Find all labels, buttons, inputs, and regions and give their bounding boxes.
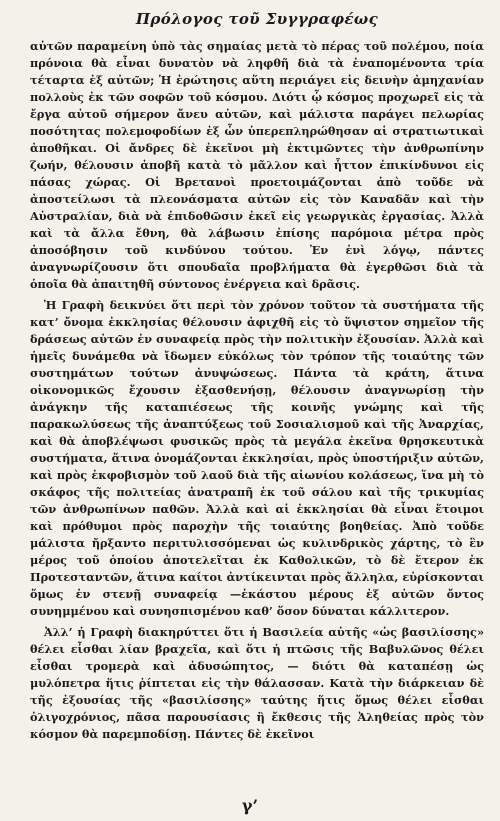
- paragraph-1: αὐτῶν παραμείνη ὑπὸ τὰς σημαίας μετὰ τὸ πέρας τοῦ πολέμου, ποία πρόνοια θὰ εἶναι δυνατὸν νὰ ληφθῆ διὰ τὰ ἐναπομένοντα τρία τέταρτα ἐξ αὐτῶν; Ἡ ἐρώτησις αὕτη περιάγει εἰς δεινὴν ἀμηχανίαν πολλοὺς ἐκ τῶν σοφῶν τοῦ κόσμου. Διότι ᾧ κόσμος προχωρεῖ εἰς τὰ ἔργα αὐτοῦ σήμερον ἄνευ αὐτῶν, καὶ μάλιστα παράγει πελωρίας ποσότητας πολεμοφοδίων ἐξ ὧν ὑπερεπληρώθησαν αἱ στρατιωτικαὶ ἀποθῆκαι. Οἱ ἄνδρες δὲ ἐκεῖνοι μὴ ἐκτιμῶντες τὴν ἀνθρωπίνην ζωήν, θέλουσιν ἀποβῆ κατὰ τὸ μᾶλλον καὶ ἧττον ἐπικίνδυνοι εἰς πάσας χώρας. Οἱ Βρετανοὶ προετοιμάζονται ἀπὸ τοῦδε νὰ ἀποστείλωσι τὰ πλεονάσματα αὐτῶν εἰς τὸν Καναδᾶν καὶ τὴν Αὐστραλίαν, διὰ νὰ ἐπιδοθῶσιν ἐκεῖ εἰς γεωργικὰς ἐργασίας. Ἀλλὰ καὶ τὰ ἄλλα ἔθνη, θὰ λάβωσιν ἐπίσης παρόμοια μέτρα πρὸς ἀποσόβησιν τοῦ κινδύνου τούτου. Ἐν ἑνὶ λόγῳ, πάντες ἀναγνωρίζουσιν ὅτι σπουδαῖα προβλήματα θὰ ἐγερθῶσι διὰ τὰ ὁποῖα θὰ ἀπαιτηθῆ σύντονος ἐνέργεια καὶ δρᾶσις.: [30, 39, 484, 291]
- paragraph-2: Ἡ Γραφὴ δεικνύει ὅτι περὶ τὸν χρόνον τοῦτον τὰ συστήματα τῆς κατ’ ὄνομα ἐκκλησίας θέλουσιν ἀφιχθῆ εἰς τὸ ὕψιστον σημεῖον τῆς δράσεως αὐτῶν ἐν συναφείᾳ πρὸς τὴν πολιτικὴν ἐξουσίαν. Ἀλλὰ καὶ ἡμεῖς δυνάμεθα νὰ ἴδωμεν εὐκόλως τὸν τρόπον τῆς τοιαύτης τῶν συστημάτων τούτων ἀνυψώσεως. Πάντα τὰ κράτη, ἅτινα οἰκονομικῶς ἔχουσιν ἐξασθενήσῃ, θέλουσιν ἀναγνωρίσῃ τὴν ἀνάγκην τῆς καταπιέσεως τῆς κοινῆς γνώμης καὶ τῆς παρακωλύσεως τῆς ἀναπτύξεως τοῦ Σοσιαλισμοῦ καὶ τῆς Ἀναρχίας, καὶ θὰ ἀποβλέψωσι φυσικῶς πρὸς τὰ μεγάλα ἐκεῖνα θρησκευτικὰ συστήματα, ἅτινα ὀνομάζονται ἐκκλησίαι, πρὸς ὑποστήριξιν αὐτῶν, καὶ πρὸς ἐκφοβισμὸν τοῦ λαοῦ διὰ τῆς αἰωνίου κολάσεως, ἵνα μὴ τὸ σκάφος τῆς πολιτείας ἀνατραπῆ ἐκ τοῦ σάλου καὶ τῆς τρικυμίας τῶν ἀνθρωπίνων παθῶν. Ἀλλὰ καὶ αἱ ἐκκλησίαι θὰ εἶναι ἕτοιμοι καὶ πρόθυμοι πρὸς παροχὴν τῆς τοιαύτης βοηθείας. Ἀπὸ τοῦδε μάλιστα ἤρξαντο περιτυλισσόμεναι ὡς κυλινδρικὸς χάρτης, τὸ ἓν μέρος τοῦ ὁποίου ἀποτελεῖται ἐκ Καθολικῶν, τὸ δὲ ἕτερον ἐκ Προτεσταντῶν, ἅτινα καίτοι ἀντίκεινται πρὸς ἄλληλα, εὑρίσκονται ὅμως ἐν στενῇ συναφείᾳ —ἑκάστου μέρους ἐξ αὐτῶν ὄντος συνημμένου καὶ συνησπισμένου καθ’ ὅσον δύναται κάλλιτερον.: [30, 298, 484, 618]
- page-title: Πρόλογος τοῦ Συγγραφέως: [135, 10, 379, 28]
- page-number: γ’: [241, 796, 259, 815]
- paragraph-3: Ἀλλ’ ἡ Γραφὴ διακηρύττει ὅτι ἡ Βασιλεία αὐτῆς «ὡς βασιλίσσης» θέλει εἶσθαι λίαν βραχεῖα, καὶ ὅτι ἡ πτῶσις τῆς Βαβυλῶνος θέλει εἶσθαι τρομερὰ καὶ ἀδυσώπητος, — διότι θὰ καταπέσῃ ὡς μυλόπετρα ἥτις ῥίπτεται εἰς τὴν θάλασσαν. Κατὰ τὴν διάρκειαν δὲ τῆς ἐξουσίας τῆς «βασιλίσσης» ταύτης ἥτις ὅμως θέλει εἶσθαι ὀλιγοχρόνιος, πᾶσα παρουσίασις ἢ ἔκθεσις τῆς Ἀληθείας πρὸς τὸν κόσμον θὰ παρεμποδίσῃ. Πάντες δὲ ἐκεῖνοι: [30, 625, 484, 741]
